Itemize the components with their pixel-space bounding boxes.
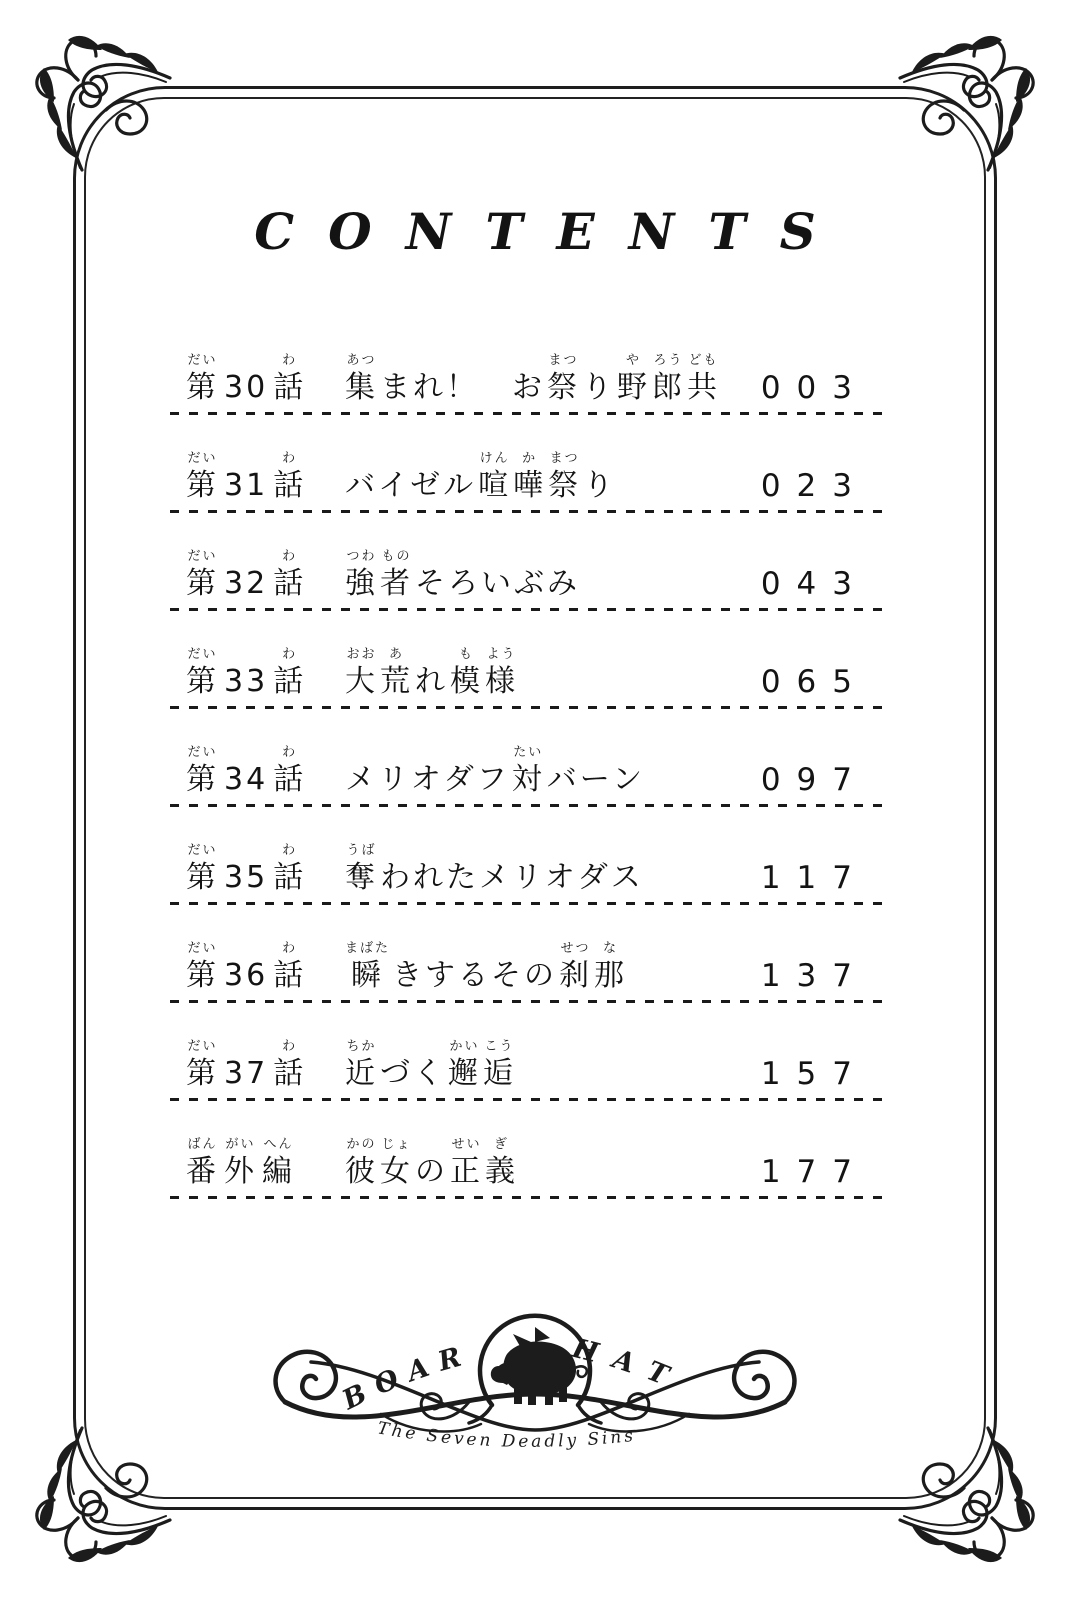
text-segment xyxy=(687,354,720,406)
base-text: 瞬 xyxy=(351,957,384,993)
furigana: わ xyxy=(282,450,298,466)
text-segment xyxy=(224,746,268,798)
base-text: 34 xyxy=(224,761,269,797)
furigana xyxy=(243,746,249,763)
furigana xyxy=(595,354,601,371)
text-segment xyxy=(512,746,545,798)
page-number: 117 xyxy=(760,859,868,896)
furigana: かい xyxy=(449,1038,480,1054)
furigana: こう xyxy=(484,1038,515,1054)
text-segment xyxy=(380,844,644,896)
furigana: か xyxy=(522,450,538,466)
base-text: 様 xyxy=(485,663,518,699)
text-segment xyxy=(559,942,592,994)
page-number: 097 xyxy=(760,761,868,798)
text-segment xyxy=(415,550,580,602)
base-text: 話 xyxy=(273,565,307,601)
base-text: 第 xyxy=(186,957,219,993)
text-segment xyxy=(186,942,219,994)
corner-flourish-icon xyxy=(862,1388,1052,1578)
base-text: 女 xyxy=(380,1153,413,1189)
toc-row xyxy=(170,439,888,513)
base-text: 35 xyxy=(224,859,269,895)
base-text: り xyxy=(582,369,615,405)
furigana: つわ xyxy=(346,548,377,564)
text-segment xyxy=(415,648,448,700)
text-segment xyxy=(485,648,518,700)
base-text: 近 xyxy=(345,1055,378,1091)
chapter-number xyxy=(170,937,345,994)
furigana xyxy=(407,452,413,469)
base-text: われたメリオダス xyxy=(380,859,644,895)
furigana: だい xyxy=(187,940,218,956)
text-segment xyxy=(273,942,306,994)
base-text: 編 xyxy=(262,1153,295,1189)
base-text: づく xyxy=(380,1055,446,1091)
page-number: 065 xyxy=(760,663,868,700)
text-segment xyxy=(380,550,413,602)
text-segment xyxy=(345,354,378,406)
chapter-number xyxy=(170,1133,345,1190)
text-segment xyxy=(345,1138,378,1190)
chapter-title xyxy=(345,545,761,602)
chapter-number xyxy=(170,741,345,798)
furigana: せい xyxy=(451,1136,482,1152)
base-text: 第 xyxy=(186,1055,219,1091)
chapter-title xyxy=(345,839,761,896)
furigana xyxy=(243,1040,249,1057)
base-text: メリオダフ xyxy=(345,761,510,797)
furigana xyxy=(428,648,434,665)
furigana xyxy=(243,844,249,861)
base-text: 33 xyxy=(224,663,269,699)
base-text: 第 xyxy=(186,761,219,797)
text-segment xyxy=(548,452,581,504)
furigana: わ xyxy=(282,548,298,564)
text-segment xyxy=(186,648,219,700)
base-text: 祭 xyxy=(547,369,580,405)
text-segment xyxy=(380,648,413,700)
page-number: 003 xyxy=(760,369,868,406)
furigana xyxy=(597,452,603,469)
toc-row xyxy=(170,831,888,905)
page-title: CONTENTS xyxy=(254,202,850,261)
furigana: わ xyxy=(282,352,298,368)
furigana xyxy=(509,844,515,861)
logo-text-boar: BOAR xyxy=(337,1338,476,1417)
chapter-number xyxy=(170,839,345,896)
base-text: 嘩 xyxy=(513,467,547,503)
text-segment xyxy=(415,1138,448,1190)
base-text: きするその xyxy=(392,957,558,993)
furigana: も xyxy=(458,646,474,662)
base-text: 第 xyxy=(186,663,219,699)
text-segment xyxy=(450,1138,483,1190)
furigana: じょ xyxy=(381,1136,412,1152)
text-segment xyxy=(392,942,557,994)
chapter-number xyxy=(170,643,345,700)
text-segment xyxy=(224,1138,257,1190)
page-number: 023 xyxy=(760,467,868,504)
page-number: 177 xyxy=(760,1153,868,1190)
base-text: 喧 xyxy=(478,467,512,503)
text-segment xyxy=(582,354,615,406)
base-text: 話 xyxy=(273,467,307,503)
furigana: や xyxy=(625,352,641,368)
text-segment xyxy=(345,942,390,994)
furigana xyxy=(243,942,249,959)
base-text: バイゼル xyxy=(345,467,477,503)
furigana: あつ xyxy=(346,352,377,368)
text-segment xyxy=(380,1040,446,1092)
corner-flourish-icon xyxy=(862,20,1052,210)
furigana xyxy=(428,1138,434,1155)
logo-text-hat: HAT xyxy=(569,1332,688,1398)
furigana: まつ xyxy=(548,352,579,368)
base-text: 義 xyxy=(485,1153,518,1189)
furigana: せつ xyxy=(560,940,591,956)
text-segment xyxy=(345,844,378,896)
base-text: 那 xyxy=(594,957,628,993)
furigana: ぎ xyxy=(493,1136,509,1152)
text-segment xyxy=(273,648,306,700)
text-segment xyxy=(273,550,306,602)
chapter-number xyxy=(170,545,345,602)
base-text: 第 xyxy=(186,467,219,503)
chapter-title xyxy=(345,447,761,504)
furigana: だい xyxy=(187,352,218,368)
furigana: だい xyxy=(187,646,218,662)
chapter-title xyxy=(345,643,761,700)
toc-row xyxy=(170,929,888,1003)
base-text: の xyxy=(415,1153,448,1189)
page-number: 043 xyxy=(760,565,868,602)
base-text: 祭 xyxy=(548,467,582,503)
text-segment xyxy=(186,1040,219,1092)
furigana: かの xyxy=(346,1136,377,1152)
furigana: わ xyxy=(282,842,298,858)
base-text: 正 xyxy=(450,1153,483,1189)
text-segment xyxy=(345,550,378,602)
base-text: 邂 xyxy=(448,1055,481,1091)
furigana: わ xyxy=(282,646,298,662)
text-segment xyxy=(273,1040,306,1092)
base-text: 37 xyxy=(224,1055,269,1091)
chapter-title xyxy=(345,1133,761,1190)
furigana: だい xyxy=(187,548,218,564)
base-text: 強 xyxy=(345,565,378,601)
furigana: もの xyxy=(381,548,412,564)
text-segment xyxy=(273,354,306,406)
furigana: おお xyxy=(346,646,377,662)
base-text: 集 xyxy=(345,369,378,405)
furigana: けん xyxy=(479,450,510,466)
base-text: 第 xyxy=(186,565,219,601)
furigana xyxy=(243,648,249,665)
furigana: ばん xyxy=(187,1136,218,1152)
base-text: 者 xyxy=(380,565,413,601)
chapter-title xyxy=(345,1035,761,1092)
furigana: わ xyxy=(282,940,298,956)
furigana xyxy=(494,550,500,567)
text-segment xyxy=(345,746,510,798)
furigana xyxy=(471,942,477,959)
base-text: 話 xyxy=(273,761,307,797)
text-segment xyxy=(345,452,476,504)
base-text: 刹 xyxy=(559,957,593,993)
base-text: バーン xyxy=(546,761,646,797)
furigana: だい xyxy=(187,450,218,466)
furigana: たい xyxy=(513,744,544,760)
chapter-title xyxy=(345,937,761,994)
text-segment xyxy=(483,1040,516,1092)
base-text: 話 xyxy=(273,859,307,895)
furigana: ちか xyxy=(346,1038,377,1054)
base-text: 野 xyxy=(617,369,650,405)
toc-row xyxy=(170,1125,888,1199)
base-text: 第 xyxy=(186,369,219,405)
base-text: 31 xyxy=(224,467,269,503)
furigana: だい xyxy=(187,842,218,858)
base-text: そろいぶみ xyxy=(415,565,580,601)
text-segment xyxy=(450,648,483,700)
furigana: わ xyxy=(282,1038,298,1054)
text-segment xyxy=(485,1138,518,1190)
base-text: 話 xyxy=(273,663,307,699)
base-text: り xyxy=(583,467,617,503)
chapter-number xyxy=(170,349,345,406)
chapter-number xyxy=(170,1035,345,1092)
furigana: へん xyxy=(263,1136,294,1152)
text-segment xyxy=(186,550,219,602)
base-text: 郎 xyxy=(652,369,685,405)
base-text: 話 xyxy=(273,1055,307,1091)
text-segment xyxy=(273,844,306,896)
text-segment xyxy=(186,746,219,798)
logo-subtitle: The Seven Deadly Sins xyxy=(375,1418,638,1452)
text-segment xyxy=(186,844,219,896)
text-segment xyxy=(224,1040,268,1092)
text-segment xyxy=(547,746,645,798)
page-number: 157 xyxy=(760,1055,868,1092)
furigana xyxy=(243,550,249,567)
furigana: あ xyxy=(388,646,404,662)
furigana xyxy=(424,746,430,763)
base-text: 共 xyxy=(687,369,720,405)
furigana: ろう xyxy=(653,352,684,368)
base-text: 32 xyxy=(224,565,269,601)
base-text: 36 xyxy=(224,957,269,993)
text-segment xyxy=(513,452,546,504)
text-segment xyxy=(478,452,511,504)
text-segment xyxy=(547,354,580,406)
text-segment xyxy=(224,942,268,994)
chapter-number xyxy=(170,447,345,504)
text-segment xyxy=(224,844,268,896)
toc-row xyxy=(170,537,888,611)
furigana xyxy=(410,1040,416,1057)
furigana: だい xyxy=(187,1038,218,1054)
page-number: 137 xyxy=(760,957,868,994)
furigana: うば xyxy=(346,842,377,858)
furigana: な xyxy=(603,940,619,956)
base-text: 荒 xyxy=(380,663,413,699)
furigana: まばた xyxy=(345,940,391,956)
text-segment xyxy=(380,1138,413,1190)
furigana: まつ xyxy=(549,450,580,466)
toc-row xyxy=(170,1027,888,1101)
base-text: まれ！ お xyxy=(380,369,545,405)
boar-hat-logo xyxy=(263,1282,807,1457)
base-text: 彼 xyxy=(345,1153,378,1189)
furigana: よう xyxy=(486,646,517,662)
text-segment xyxy=(617,354,650,406)
text-segment xyxy=(345,1040,378,1092)
base-text: 話 xyxy=(273,957,307,993)
furigana xyxy=(459,354,465,371)
base-text: 奪 xyxy=(345,859,378,895)
toc-row xyxy=(170,635,888,709)
furigana: がい xyxy=(225,1136,256,1152)
text-segment xyxy=(224,550,268,602)
text-segment xyxy=(652,354,685,406)
base-text: 大 xyxy=(345,663,378,699)
text-segment xyxy=(448,1040,481,1092)
furigana: わ xyxy=(282,744,298,760)
text-segment xyxy=(345,648,378,700)
base-text: 模 xyxy=(450,663,483,699)
furigana: ども xyxy=(688,352,719,368)
text-segment xyxy=(380,354,545,406)
base-text: 30 xyxy=(224,369,269,405)
text-segment xyxy=(273,452,306,504)
text-segment xyxy=(224,354,268,406)
base-text: 対 xyxy=(511,761,545,797)
text-segment xyxy=(583,452,616,504)
toc-row xyxy=(170,733,888,807)
furigana xyxy=(243,452,249,469)
text-segment xyxy=(186,452,219,504)
text-segment xyxy=(262,1138,295,1190)
text-segment xyxy=(186,1138,219,1190)
base-text: 逅 xyxy=(483,1055,516,1091)
text-segment xyxy=(594,942,627,994)
chapter-title xyxy=(345,741,761,798)
furigana xyxy=(593,746,599,763)
text-segment xyxy=(224,648,268,700)
base-text: 外 xyxy=(224,1153,257,1189)
base-text: れ xyxy=(415,663,448,699)
toc-row xyxy=(170,341,888,415)
text-segment xyxy=(224,452,268,504)
text-segment xyxy=(186,354,219,406)
chapter-title xyxy=(345,349,761,406)
furigana xyxy=(243,354,249,371)
text-segment xyxy=(273,746,306,798)
furigana: だい xyxy=(187,744,218,760)
base-text: 話 xyxy=(273,369,307,405)
base-text: 番 xyxy=(186,1153,219,1189)
base-text: 第 xyxy=(186,859,219,895)
